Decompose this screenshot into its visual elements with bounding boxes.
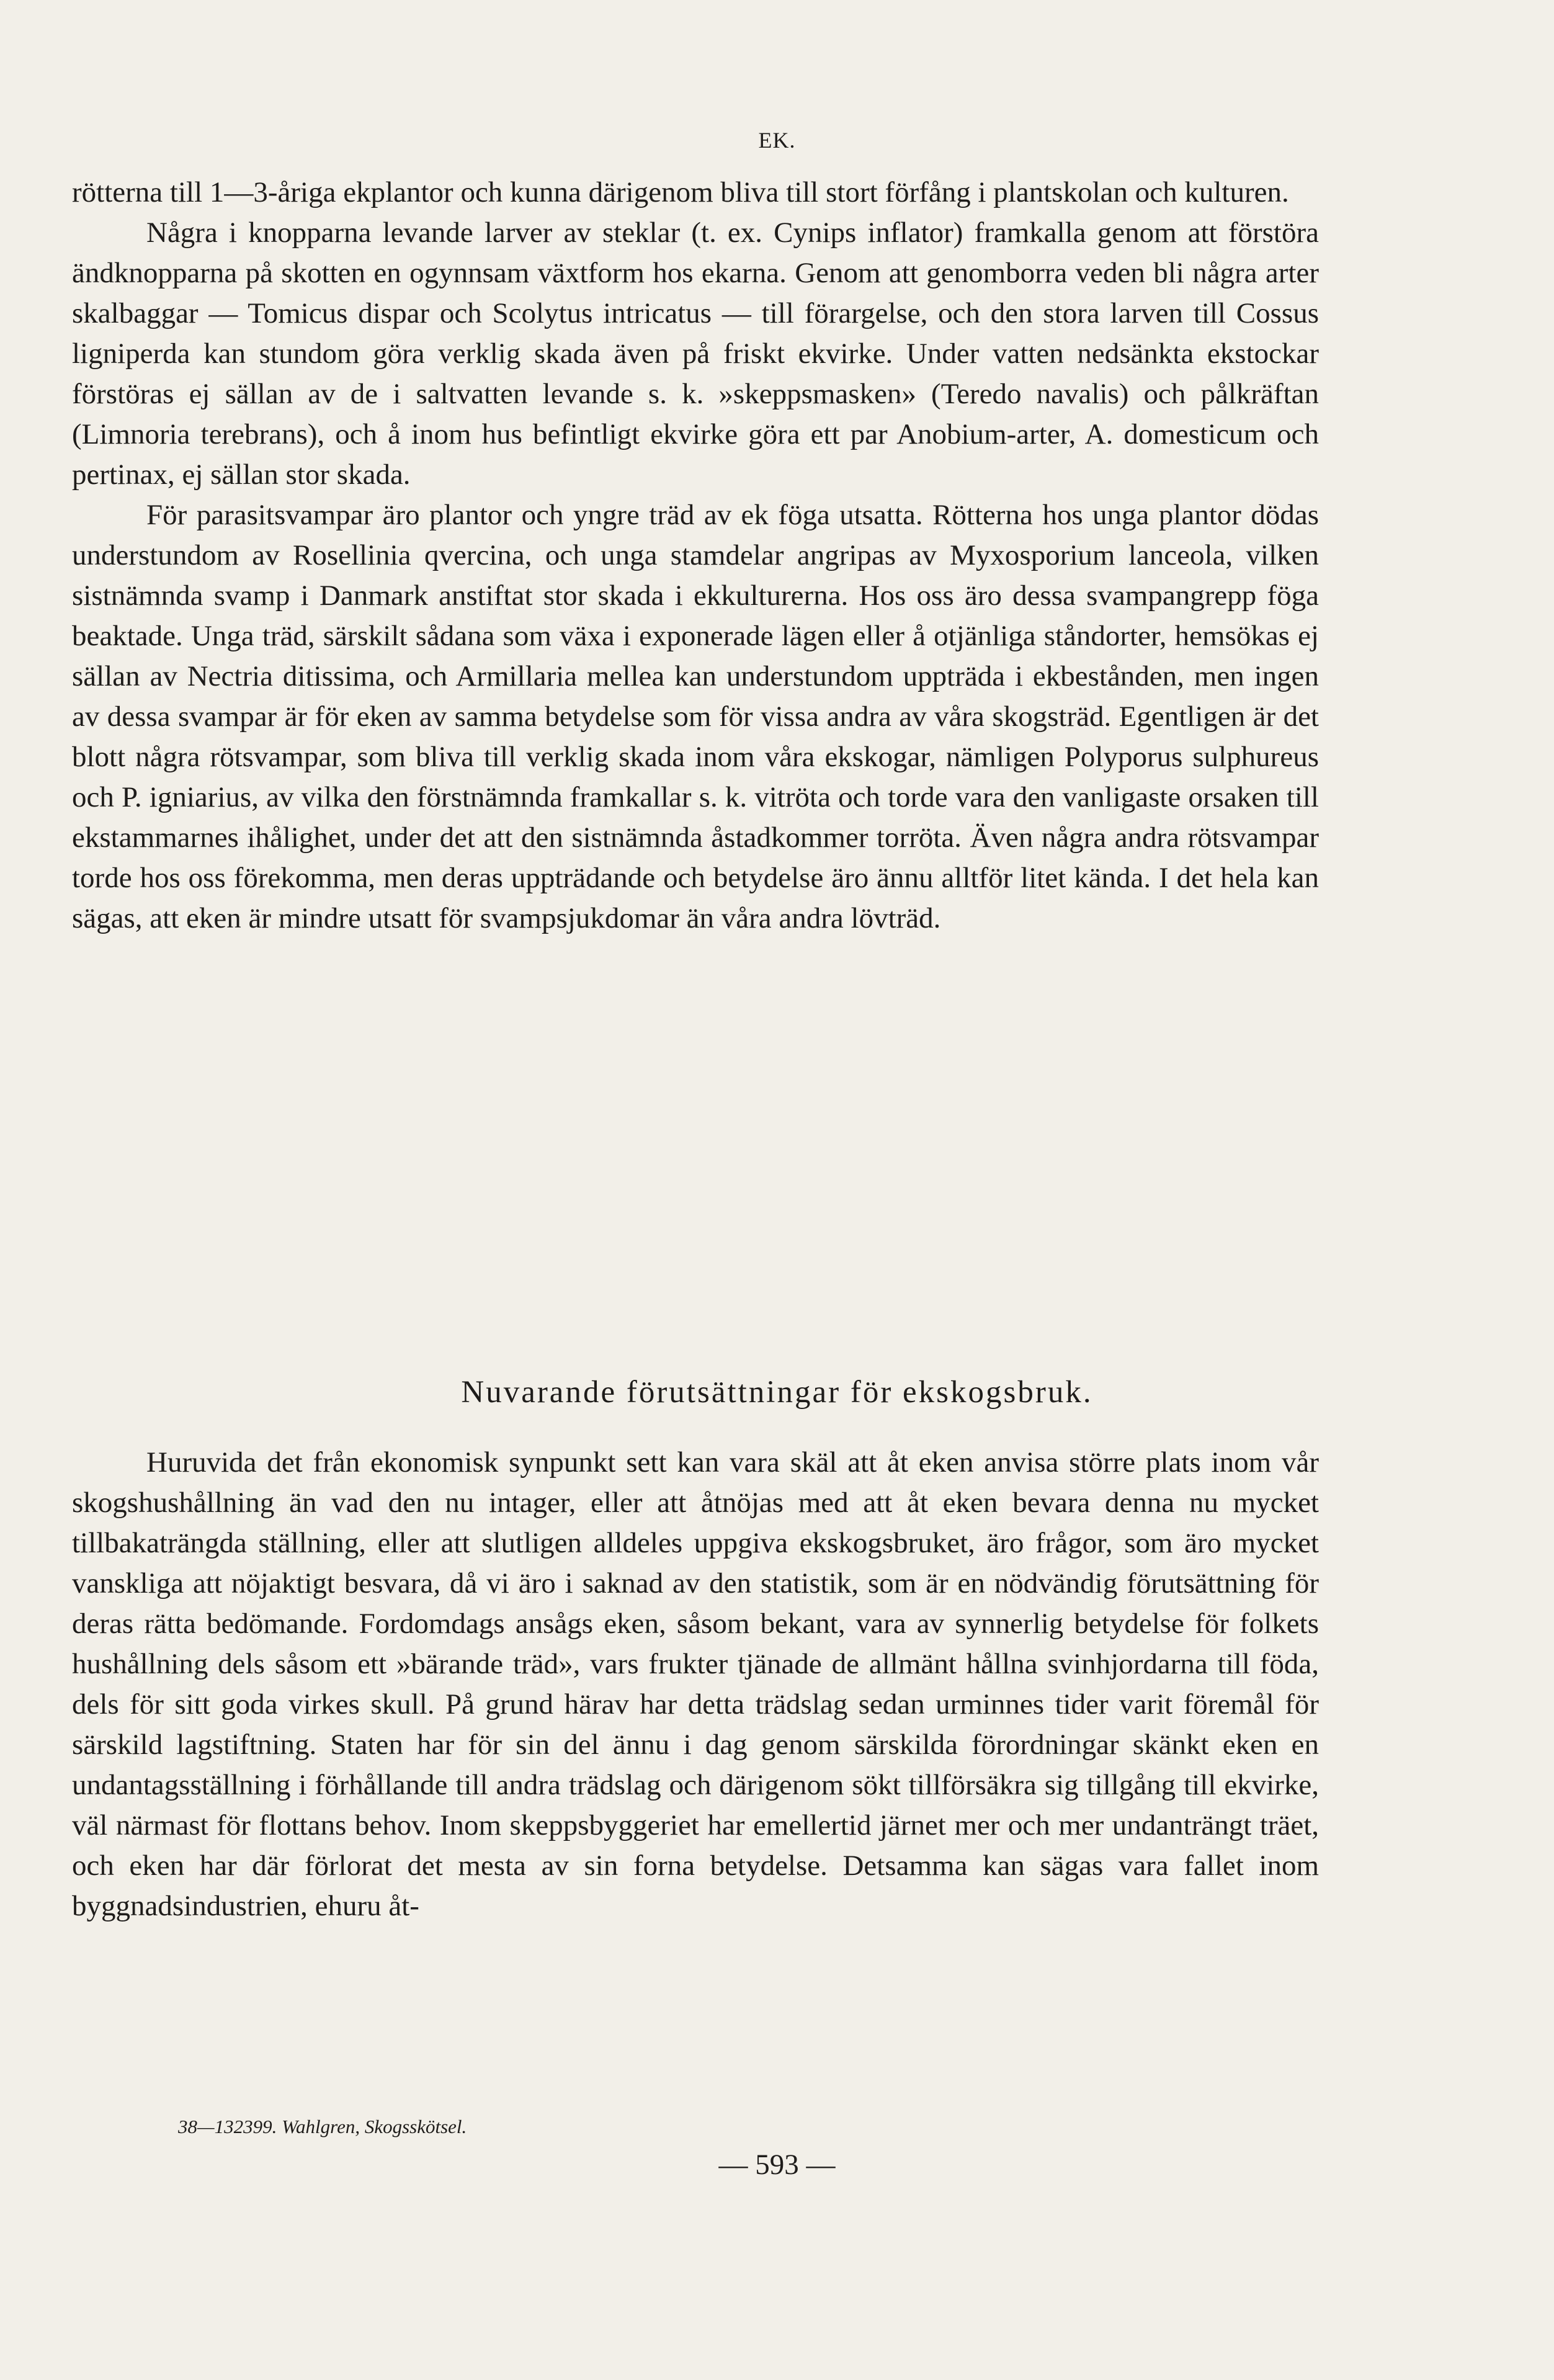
paragraph-roots: rötterna till 1—3-åriga ekplantor och kunna därigenom bliva till stort förfång i plantskolan och kulturen. — [72, 176, 1289, 208]
paragraph-insects: Några i knopparna levande larver av steklar (t. ex. Cynips inflator) framkalla genom att förstöra ändknopparna på skotten en ogynnsam växtform hos ekarna. Genom att genomborra veden bli några arter skalbaggar — Tomicus dispar och Scolytus intricatus — till förargelse, och den stora larven till Cossus ligniperda kan stundom göra verklig skada även på friskt ekvirke. Under vatten nedsänkta ekstockar förstöras ej sällan av de i saltvatten levande s. k. »skeppsmasken» (Teredo navalis) och pålkräftan (Limnoria terebrans), och å inom hus befintligt ekvirke göra ett par Anobium-arter, A. domesticum och pertinax, ej sällan stor skada. — [72, 217, 1319, 491]
text-block-forestry — [72, 1443, 1319, 1926]
running-head: EK. — [758, 128, 796, 153]
paragraph-economy: Huruvida det från ekonomisk synpunkt sett kan vara skäl att åt eken anvisa större plats inom vår skogshushållning än vad den nu intager, eller att åtnöjas med att åt eken bevara denna nu mycket tillbakaträngda ställning, eller att slutligen alldeles uppgiva ekskogsbruket, äro frågor, som äro mycket vanskliga att nöjaktigt besvara, då vi äro i saknad av den statistik, som är en nödvändig förutsättning för deras rätta bedömande. Fordomdags ansågs eken, såsom bekant, vara av synnerlig betydelse för folkets hushållning dels såsom ett »bärande träd», vars frukter tjänade de allmänt hållna svinhjordarna till föda, dels för sitt goda virkes skull. På grund härav har detta trädslag sedan urminnes tider varit föremål för särskild lagstiftning. Staten har för sin del ännu i dag genom särskilda förordningar skänkt eken en undantagsställning i förhållande till andra trädslag och därigenom sökt tillförsäkra sig tillgång till ekvirke, väl närmast för flottans behov. Inom skeppsbyggeriet har emellertid järnet mer och mer undanträngt träet, och eken har där förlorat det mesta av sin forna betydelse. Detsamma kan sägas vara fallet inom byggnadsindustrien, ehuru åt- — [72, 1446, 1319, 1922]
text-block-pests — [72, 172, 1319, 939]
signature-line: 38—132399. Wahlgren, Skogsskötsel. — [178, 2116, 467, 2137]
page-number: — 593 — — [718, 2149, 836, 2181]
section-heading: Nuvarande förutsättningar för ekskogsbruk. — [461, 1375, 1093, 1410]
paragraph-fungi: För parasitsvampar äro plantor och yngre träd av ek föga utsatta. Rötterna hos unga plantor dödas understundom av Rosellinia qvercina, och unga stamdelar angripas av Myxosporium lanceola, vilken sistnämnda svamp i Danmark anstiftat stor skada i ekkulturerna. Hos oss äro dessa svampangrepp föga beaktade. Unga träd, särskilt sådana som växa i exponerade lägen eller å otjänliga ståndorter, hemsökas ej sällan av Nectria ditissima, och Armillaria mellea kan understundom uppträda i ekbestånden, men ingen av dessa svampar är för eken av samma betydelse som för vissa andra av våra skogsträd. Egentligen är det blott några rötsvampar, som bliva till verklig skada inom våra ekskogar, nämligen Polyporus sulphureus och P. igniarius, av vilka den förstnämnda framkallar s. k. vitröta och torde vara den vanligaste orsaken till ekstammarnes ihålighet, under det att den sistnämnda åstadkommer torröta. Även några andra rötsvampar torde hos oss förekomma, men deras uppträdande och betydelse äro ännu alltför litet kända. I det hela kan sägas, att eken är mindre utsatt för svampsjukdomar än våra andra lövträd. — [72, 499, 1319, 934]
